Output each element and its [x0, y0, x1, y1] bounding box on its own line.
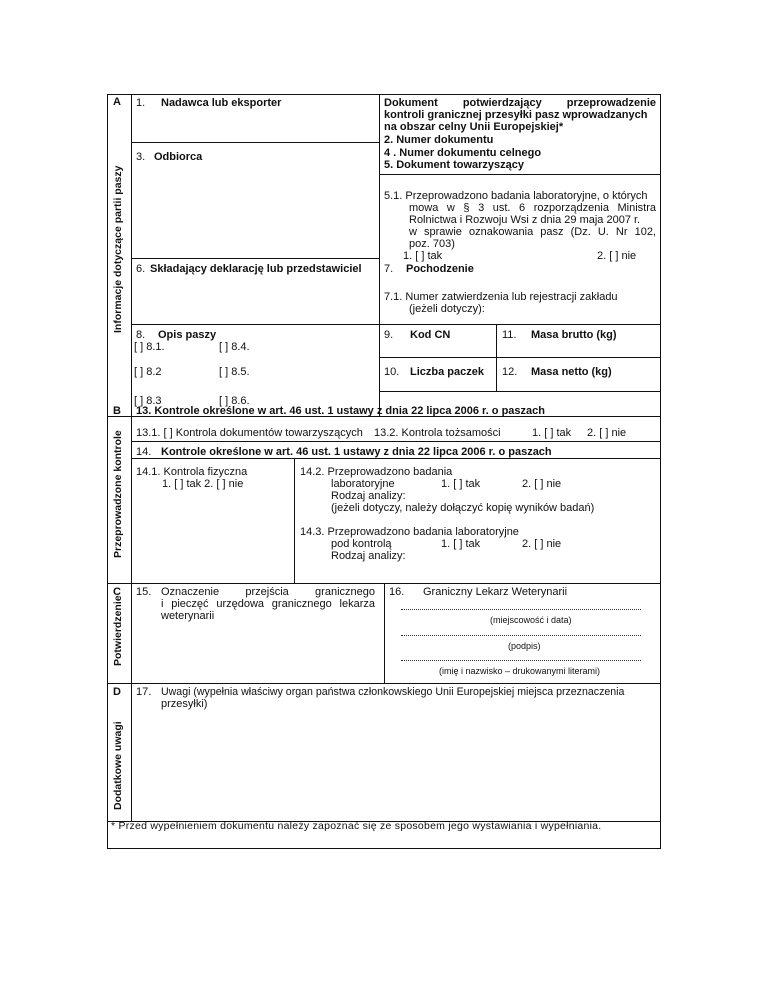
row-line-8-top	[131, 324, 660, 325]
field-14-3-analysis: Rodzaj analizy:	[331, 550, 406, 562]
section-c-title: Potwierdzenie	[112, 595, 124, 666]
field-14-3-line-2: pod kontrolą	[331, 538, 392, 550]
field-13-2-option-yes[interactable]: 1. [ ] tak	[532, 427, 572, 439]
field-13-2-option-no[interactable]: 2. [ ] nie	[587, 427, 627, 439]
field-51-line-4: w sprawie oznakowania pasz (Dz. U. Nr 102,	[409, 226, 656, 238]
field-14-3-option-no[interactable]: 2. [ ] nie	[522, 538, 562, 550]
field-14-2-option-yes[interactable]: 1. [ ] tak	[441, 478, 481, 490]
full-name-line[interactable]	[401, 660, 641, 661]
field-3-label: Odbiorca	[154, 151, 203, 163]
field-14-3-option-yes[interactable]: 1. [ ] tak	[441, 538, 481, 550]
field-9-label: Kod CN	[410, 329, 451, 341]
field-15-line-1: Oznaczenie przejścia granicznego	[161, 586, 375, 598]
field-14-2-note: (jeżeli dotyczy, należy dołączyć kopię wyników badań)	[331, 502, 595, 514]
field-51-option-no[interactable]: 2. [ ] nie	[597, 250, 637, 262]
section-b-title: Przeprowadzone kontrole	[112, 430, 124, 558]
document-title-line-3: na obszar celny Unii Europejskiej*	[384, 121, 564, 133]
field-71-line-1: 7.1. Numer zatwierdzenia lub rejestracji zakładu	[384, 291, 618, 303]
frame-bottom	[107, 848, 660, 849]
row-line-14	[131, 458, 660, 459]
field-71-line-2: (jeżeli dotyczy):	[409, 303, 485, 315]
option-8-4[interactable]: [ ] 8.4.	[219, 341, 250, 353]
section-a-title: Informacje dotyczące partii paszy	[112, 165, 124, 333]
place-date-line[interactable]	[401, 609, 641, 610]
option-8-1[interactable]: [ ] 8.1.	[134, 341, 165, 353]
col-141-142	[294, 458, 295, 583]
field-51-line-3: Rolnictwa i Rozwoju Wsi z dnia 29 maja 2007 r.	[409, 214, 641, 226]
field-17-line-2: przesyłki)	[161, 698, 208, 710]
row-line-10-bottom	[379, 391, 660, 392]
option-8-6[interactable]: [ ] 8.6.	[219, 395, 250, 407]
field-14-number: 14.	[136, 446, 152, 458]
field-14-3-line-1: 14.3. Przeprowadzono badania laboratoryjne	[300, 526, 519, 538]
field-51-line-5: poz. 703)	[409, 238, 455, 250]
signature-line[interactable]	[401, 635, 641, 636]
field-10-label: Liczba paczek	[410, 366, 484, 378]
field-1-label: Nadawca lub eksporter	[161, 97, 282, 109]
field-8-number: 8.	[136, 329, 146, 341]
field-11-label: Masa brutto (kg)	[531, 329, 617, 341]
row-line-9-10	[379, 357, 660, 358]
field-14-1-label: 14.1. Kontrola fizyczna	[136, 466, 248, 478]
document-title-line-1: Dokument potwierdzający przeprowadzenie	[384, 97, 656, 109]
field-6-number: 6.	[136, 263, 146, 275]
field-7-number: 7.	[384, 263, 394, 275]
option-8-2[interactable]: [ ] 8.2	[134, 366, 162, 378]
check-13-1-documents[interactable]: 13.1. [ ] Kontrola dokumentów towarzyszących	[136, 427, 363, 439]
row-line-doc-51	[379, 174, 660, 175]
section-letter-b: B	[113, 405, 121, 417]
section-letter-c: C	[113, 586, 121, 598]
section-d-title: Dodatkowe uwagi	[112, 721, 124, 810]
field-6-label: Składający deklarację lub przedstawiciel	[150, 263, 362, 275]
row-line-13	[131, 441, 660, 442]
field-51-line-1: 5.1. Przeprowadzono badania laboratoryjne, o których	[384, 190, 648, 202]
field-14-2-analysis: Rodzaj analizy:	[331, 490, 406, 502]
field-16-label: Graniczny Lekarz Weterynarii	[423, 586, 568, 598]
section-letter-a: A	[113, 96, 121, 108]
field-2-document-number: 2. Numer dokumentu	[384, 134, 494, 146]
field-13-2-label: 13.2. Kontrola tożsamości	[374, 427, 501, 439]
field-16-number: 16.	[389, 586, 405, 598]
frame-top	[107, 94, 660, 95]
field-15-line-2: i pieczęć urzędowa granicznego lekarza	[161, 598, 375, 610]
full-name-caption: (imię i nazwisko – drukowanymi literami)	[439, 666, 601, 676]
section-letter-d: D	[113, 686, 121, 698]
option-8-5[interactable]: [ ] 8.5.	[219, 366, 250, 378]
field-11-number: 11.	[502, 329, 517, 341]
field-1-number: 1.	[136, 97, 146, 109]
field-3-number: 3.	[136, 151, 146, 163]
field-14-1-options[interactable]: 1. [ ] tak 2. [ ] nie	[162, 478, 244, 490]
field-8-label: Opis paszy	[158, 329, 217, 341]
field-10-number: 10.	[384, 366, 400, 378]
middle-divider	[379, 94, 380, 416]
field-12-number: 12.	[502, 366, 518, 378]
field-7-label: Pochodzenie	[406, 263, 474, 275]
place-date-caption: (miejscowość i data)	[490, 615, 572, 625]
field-12-label: Masa netto (kg)	[531, 366, 612, 378]
footnote: * Przed wypełnieniem dokumentu należy zapoznać się ze sposobem jego wystawiania i wypełniania.	[111, 820, 602, 832]
field-14-2-option-no[interactable]: 2. [ ] nie	[522, 478, 562, 490]
field-13-title: 13. Kontrole określone w art. 46 ust. 1 ustawy z dnia 22 lipca 2006 r. o paszach	[136, 405, 545, 417]
col-15-16	[384, 583, 385, 683]
field-9-number: 9.	[384, 329, 394, 341]
row-line-1-3	[131, 142, 379, 143]
field-51-option-yes[interactable]: 1. [ ] tak	[403, 250, 443, 262]
field-14-2-line-2: laboratoryjne	[331, 478, 395, 490]
field-17-line-1: Uwagi (wypełnia właściwy organ państwa członkowskiego Unii Europejskiej miejsca przeznaczenia	[161, 686, 625, 698]
row-line-3-6	[131, 258, 379, 259]
field-15-line-3: weterynarii	[161, 610, 215, 622]
field-14-title: Kontrole określone w art. 46 ust. 1 ustawy z dnia 22 lipca 2006 r. o paszach	[161, 446, 552, 458]
field-15-number: 15.	[136, 586, 152, 598]
option-8-3[interactable]: [ ] 8.3	[134, 395, 162, 407]
signature-caption: (podpis)	[508, 641, 541, 651]
document-title-line-2: kontroli granicznej przesyłki pasz wprowadzanych	[384, 109, 648, 121]
field-17-number: 17.	[136, 686, 152, 698]
field-51-line-2: mowa w § 3 ust. 6 rozporządzenia Ministra	[409, 202, 656, 214]
section-C-D-divider	[107, 683, 660, 684]
field-5-accompanying-document: 5. Dokument towarzyszący	[384, 159, 524, 171]
field-4-customs-document: 4 . Numer dokumentu celnego	[384, 147, 542, 159]
field-14-2-line-1: 14.2. Przeprowadzono badania	[300, 466, 453, 478]
frame-left	[107, 94, 108, 849]
frame-right	[660, 94, 661, 849]
